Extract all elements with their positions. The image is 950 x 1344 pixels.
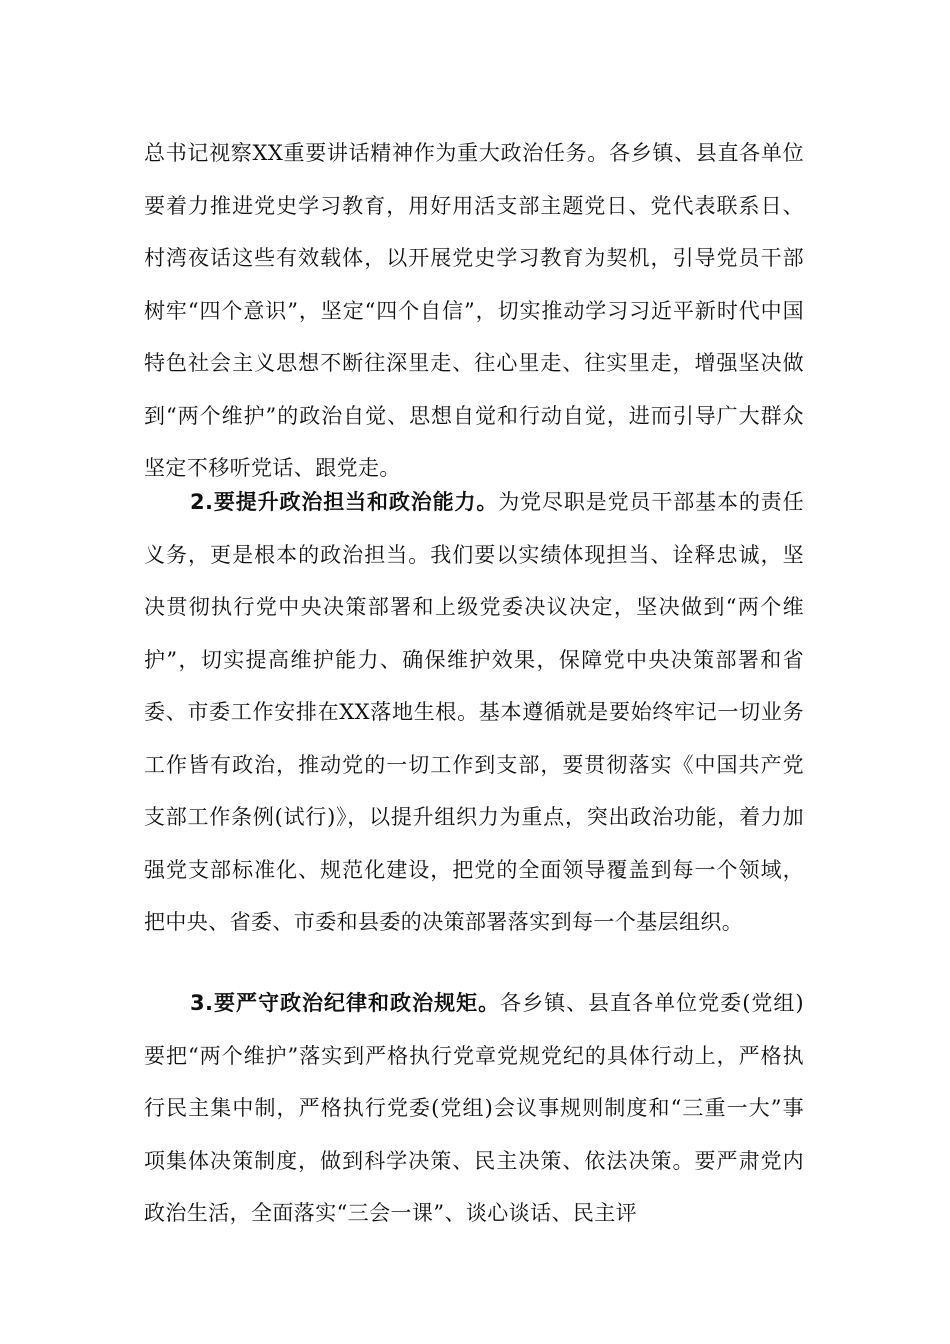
paragraph-point-3	[144, 977, 804, 1240]
point-2-body: 为党尽职是党员干部基本的责任义务，更是根本的政治担当。我们要以实绩体现担当、诠释忠诚，坚决贯彻执行党中央决策部署和上级党委决议决定，坚决做到“两个维护”，切实提高维护能力、确保维护效果，保障党中央决策部署和省委、市委工作安排在XX落地生根。基本遵循就是要始终牢记一切业务工作皆有政治，推动党的一切工作到支部，要贯彻落实《中国共产党支部工作条例(试行)》，以提升组织力为重点，突出政治功能，着力加强党支部标准化、规范化建设，把党的全面领导覆盖到每一个领域，把中央、省委、市委和县委的决策部署落实到每一个基层组织。	[144, 490, 804, 934]
point-3-heading: 3.要严守政治纪律和政治规矩。	[190, 991, 501, 1015]
point-3-body: 各乡镇、县直各单位党委(党组)要把“两个维护”落实到严格执行党章党规党纪的具体行动上，严格执行民主集中制，严格执行党委(党组)会议事规则制度和“三重一大”事项集体决策制度，做到科学决策、民主决策、依法决策。要严肃党内政治生活，全面落实“三会一课”、谈心谈话、民主评	[144, 991, 805, 1225]
point-2-heading: 2.要提升政治担当和政治能力。	[190, 490, 499, 514]
paragraph-body: 总书记视察XX重要讲话精神作为重大政治任务。各乡镇、县直各单位要着力推进党史学习教育，用好用活支部主题党日、党代表联系日、村湾夜话这些有效载体，以开展党史学习教育为契机，引导党员干部树牢“四个意识”，坚定“四个自信”，切实推动学习习近平新时代中国特色社会主义思想不断往深里走、往心里走、往实里走，增强坚决做到“两个维护”的政治自觉、思想自觉和行动自觉，进而引导广大群众坚定不移听党话、跟党走。	[144, 141, 804, 480]
paragraph-continuation	[144, 127, 804, 495]
paragraph-point-2	[144, 476, 804, 949]
